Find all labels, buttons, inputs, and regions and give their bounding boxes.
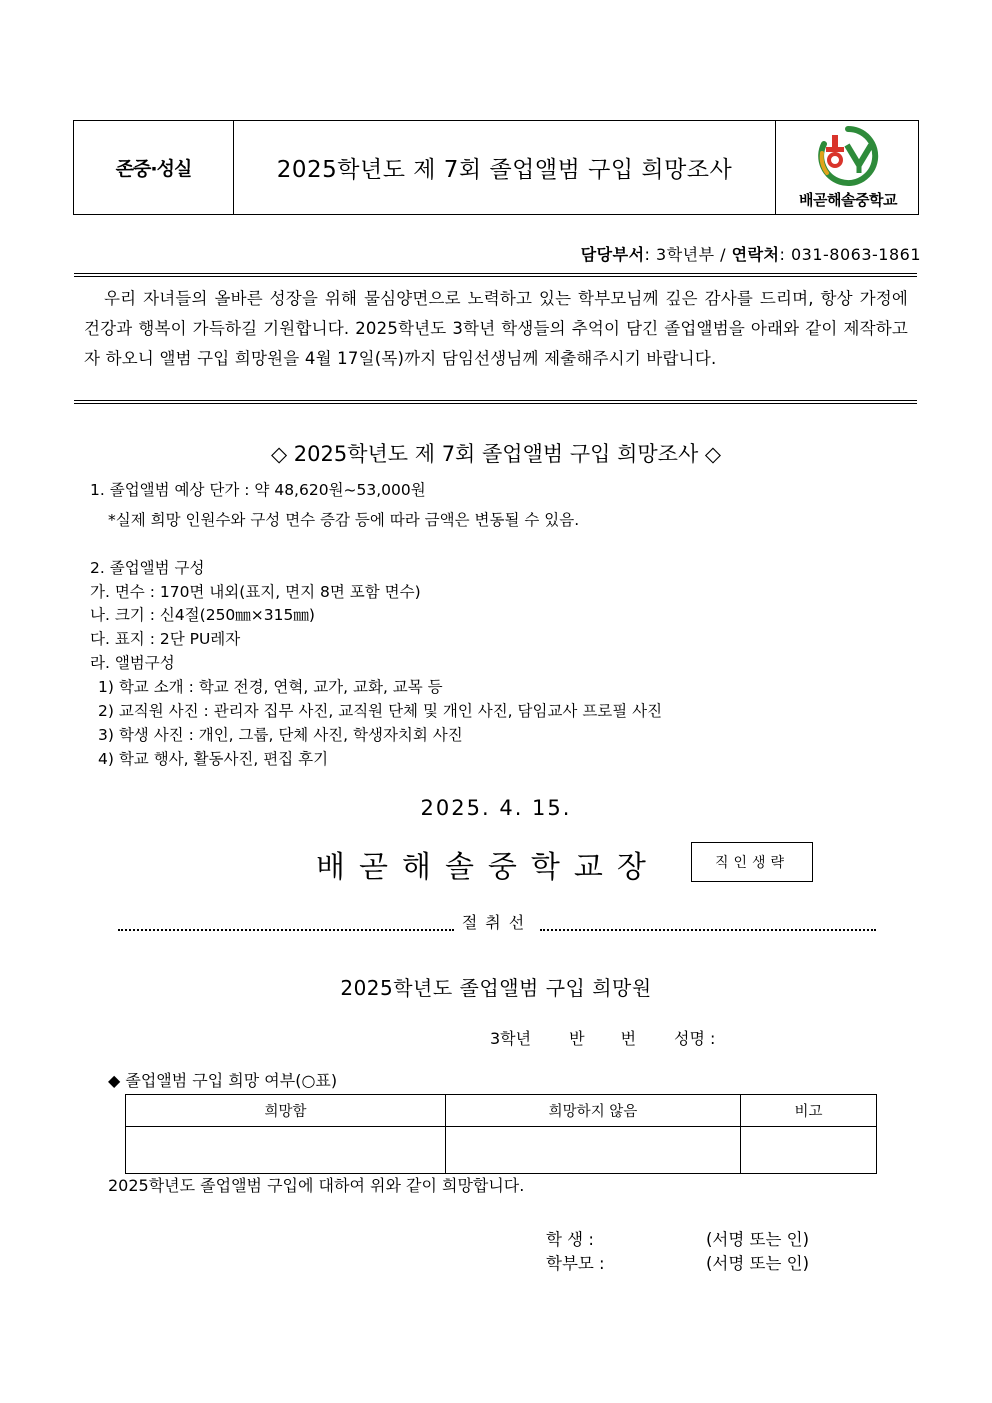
number-label: 번	[620, 1029, 637, 1048]
principal-title: 배곧해솔중학교장	[316, 850, 660, 885]
phone-value: : 031-8063-1861	[779, 245, 921, 264]
school-motto: 존중·성실	[74, 121, 234, 214]
name-label: 성명 :	[674, 1029, 716, 1048]
table-header-row	[126, 1095, 877, 1127]
cut-dots-left	[118, 921, 454, 931]
composition-item: 다. 표지 : 2단 PU레자	[90, 630, 241, 648]
student-sign-note[interactable]: (서명 또는 인)	[706, 1230, 810, 1249]
contact-info	[581, 242, 921, 265]
album-section-item: 4) 학교 행사, 활동사진, 편집 후기	[98, 750, 329, 768]
dept-label: 담당부서	[580, 245, 645, 264]
price-note: *실제 희망 인원수와 구성 면수 증감 등에 따라 금액은 변동될 수 있음.	[108, 511, 580, 529]
school-emblem-icon	[813, 125, 883, 187]
composition-item: 가. 면수 : 170면 내외(표지, 면지 8면 포함 면수)	[90, 583, 421, 601]
header-box	[73, 120, 919, 215]
parent-sign-label: 학부모 :	[546, 1254, 605, 1273]
issue-date: 2025. 4. 15.	[420, 796, 572, 820]
confirmation-text: 2025학년도 졸업앨범 구입에 대하여 위와 같이 희망합니다.	[108, 1176, 525, 1195]
student-info-line	[490, 1026, 715, 1049]
album-section-item: 2) 교직원 사진 : 관리자 집무 사진, 교직원 단체 및 개인 사진, 담임교사 프로필 사진	[98, 702, 663, 720]
want-cell[interactable]	[126, 1127, 446, 1174]
purchase-survey-table	[125, 1094, 877, 1174]
composition-item: 라. 앨범구성	[90, 654, 175, 672]
table-row	[126, 1127, 877, 1174]
price-line: 1. 졸업앨범 예상 단가 : 약 48,620원~53,000원	[90, 481, 426, 499]
dept-value: : 3학년부 /	[644, 245, 732, 264]
col-not-want: 희망하지 않음	[446, 1095, 741, 1127]
section-title: ◇ 2025학년도 제 7회 졸업앨범 구입 희망조사 ◇	[270, 442, 722, 466]
album-section-item: 3) 학생 사진 : 개인, 그룹, 단체 사진, 학생자치회 사진	[98, 726, 463, 744]
seal-omitted-box: 직인생략	[691, 842, 813, 882]
col-remarks: 비고	[741, 1095, 877, 1127]
col-want: 희망함	[126, 1095, 446, 1127]
parent-sign-line	[546, 1250, 605, 1274]
school-logo	[776, 121, 920, 214]
cut-line	[118, 910, 876, 933]
form-title: 2025학년도 졸업앨범 구입 희망원	[340, 976, 652, 1000]
class-label: 반	[569, 1029, 585, 1048]
album-section-item: 1) 학교 소개 : 학교 전경, 연혁, 교가, 교화, 교목 등	[98, 678, 443, 696]
not-want-cell[interactable]	[446, 1127, 741, 1174]
logo-school-name: 배곧해솔중학교	[799, 191, 897, 209]
phone-label: 연락처	[731, 245, 780, 264]
grade-label: 3학년	[490, 1029, 532, 1048]
cut-label: 절취선	[461, 913, 533, 932]
remarks-cell[interactable]	[741, 1127, 877, 1174]
document-title: 2025학년도 제 7회 졸업앨범 구입 희망조사	[234, 121, 776, 214]
composition-heading: 2. 졸업앨범 구성	[90, 559, 205, 577]
student-sign-label: 학 생 :	[546, 1230, 594, 1249]
top-double-rule	[74, 273, 917, 277]
intro-paragraph: 우리 자녀들의 올바른 성장을 위해 물심양면으로 노력하고 있는 학부모님께 깊은 감사를 드리며, 항상 가정에 건강과 행복이 가득하길 기원합니다. 2025학년도 3학년 학생들의 추억이 담긴 졸업앨범을 아래와 같이 제작하고자 하오니 앨범 구입 희망원을 4월 17일(목)까지 담임선생님께 제출해주시기 바랍니다.	[84, 289, 908, 368]
composition-item: 나. 크기 : 신4절(250㎜×315㎜)	[90, 606, 315, 624]
purchase-question: ◆ 졸업앨범 구입 희망 여부(○표)	[108, 1071, 338, 1090]
student-sign-line	[546, 1226, 594, 1250]
parent-sign-note[interactable]: (서명 또는 인)	[706, 1254, 810, 1273]
cut-dots-right	[540, 921, 876, 931]
bottom-double-rule	[74, 400, 917, 404]
